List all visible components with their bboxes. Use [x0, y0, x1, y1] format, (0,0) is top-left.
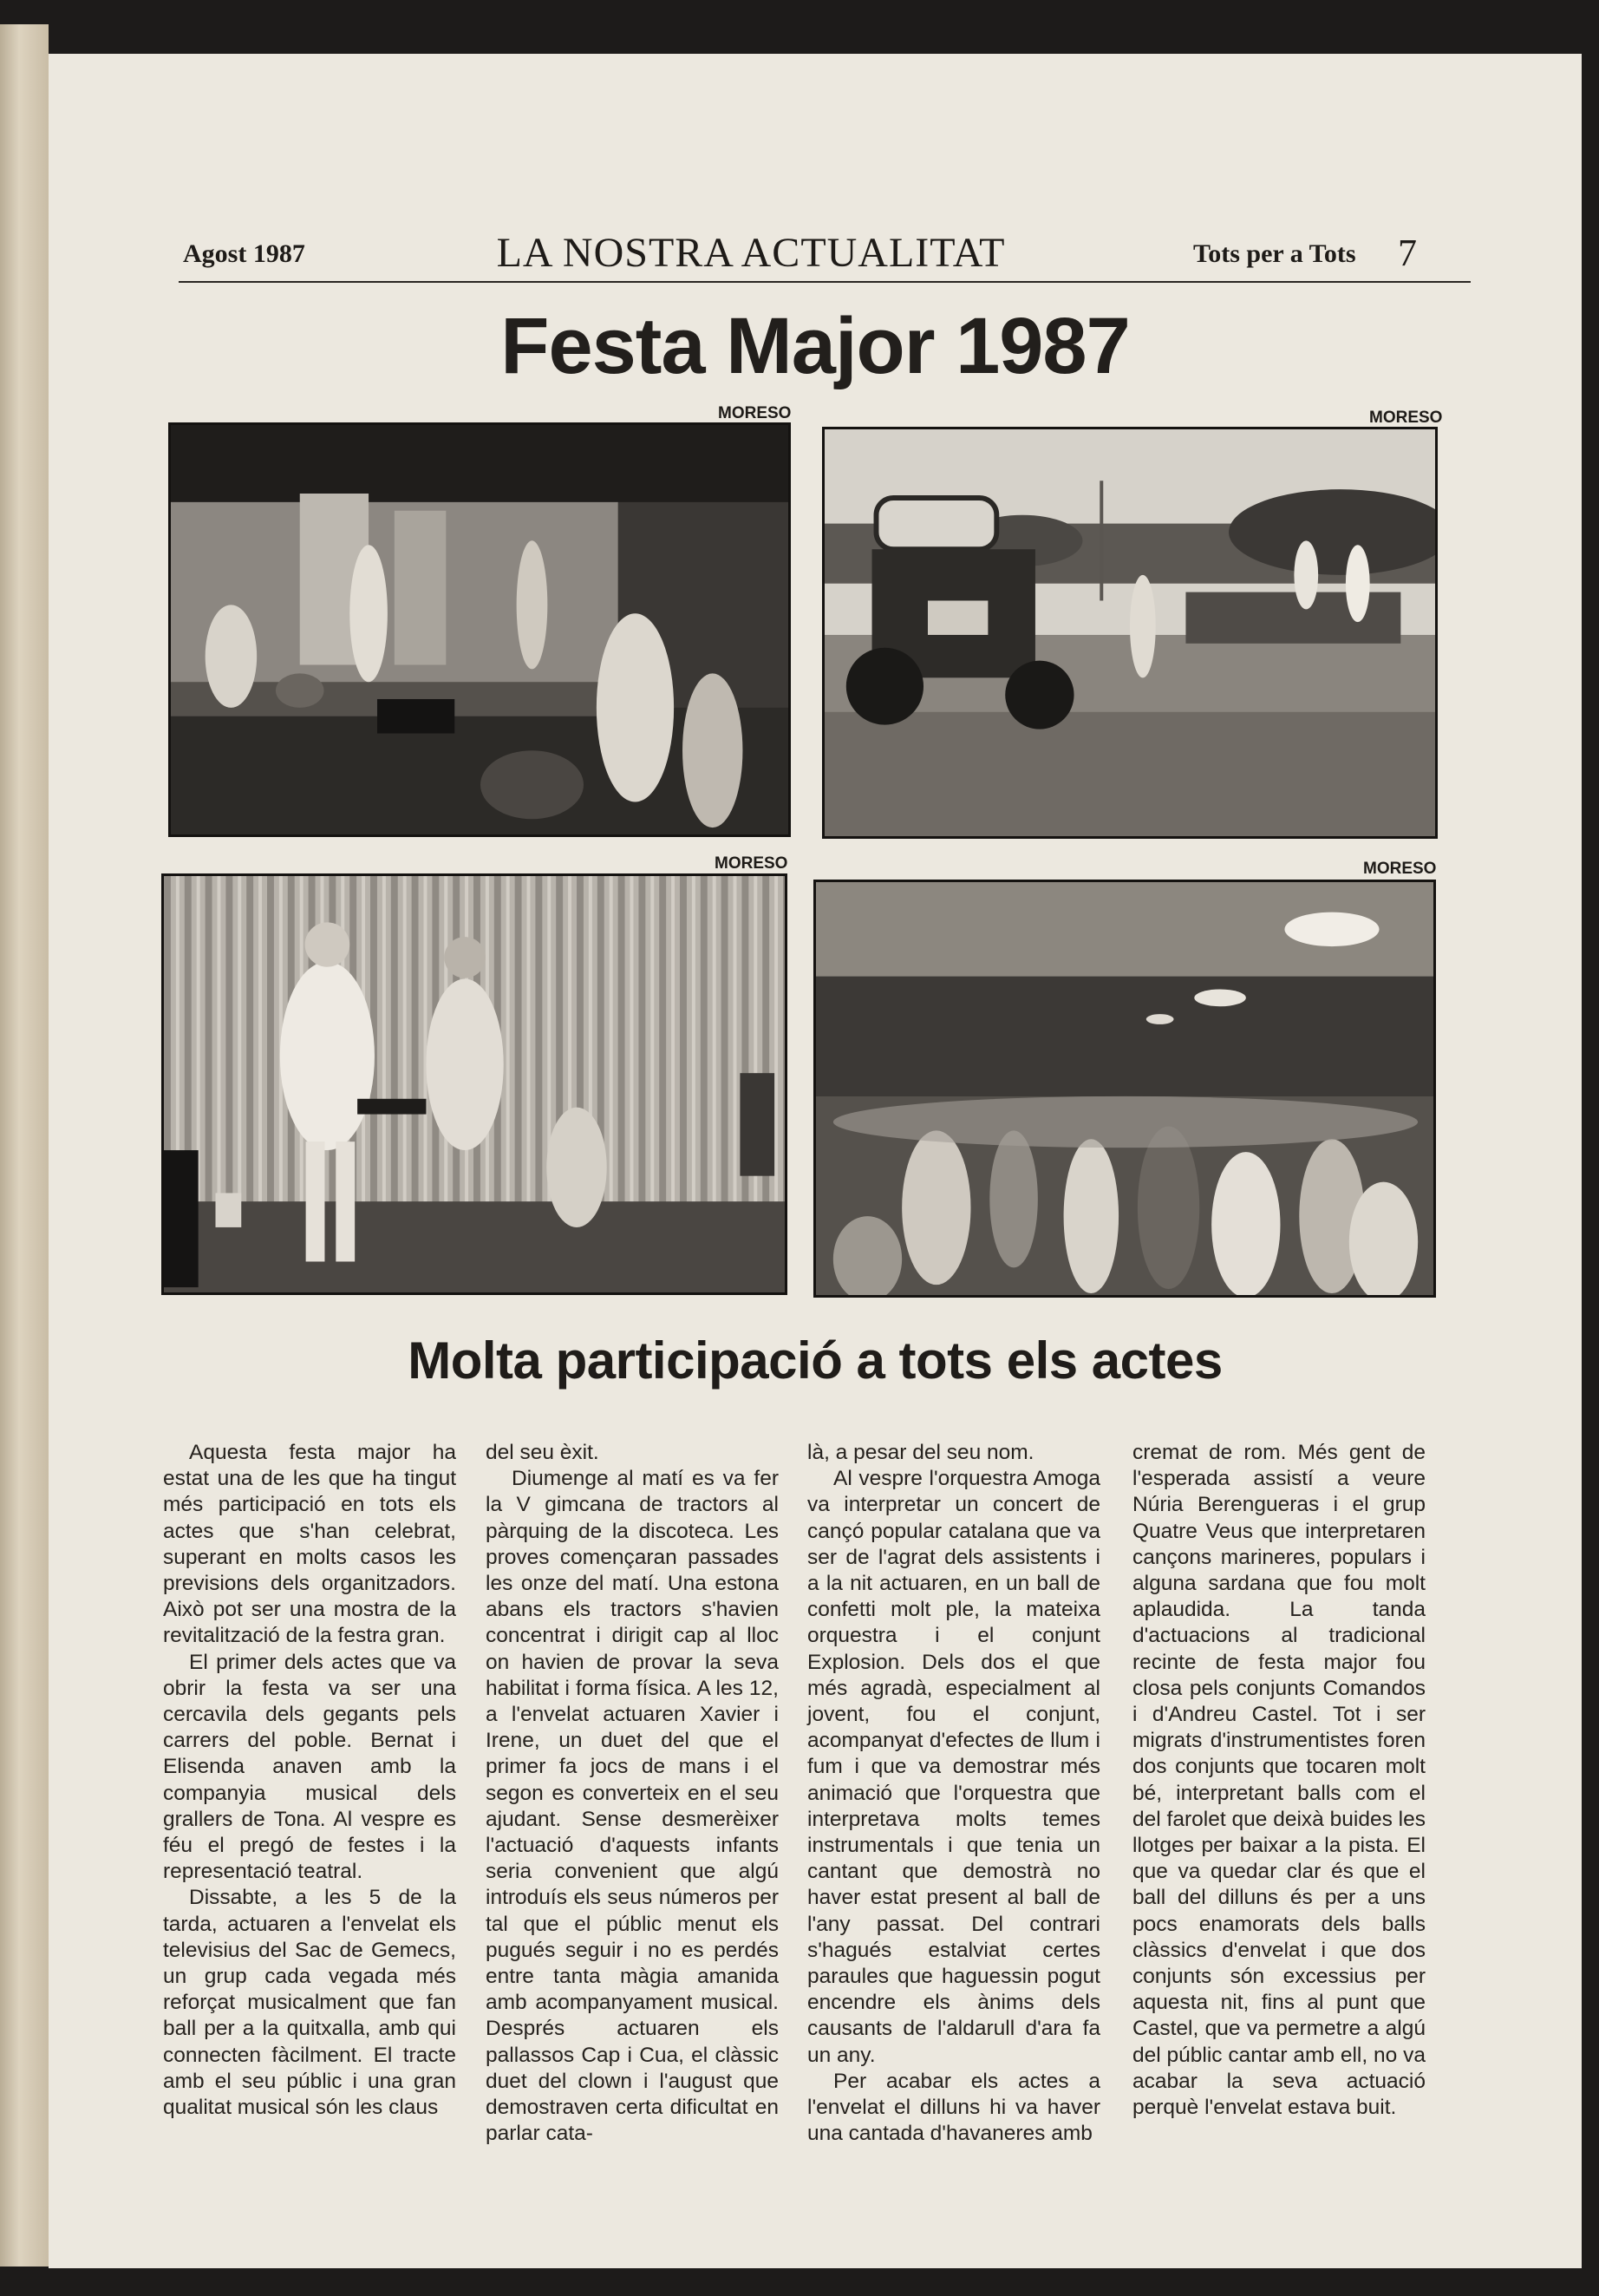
article-paragraph: Diumenge al matí es va fer la V gimcana de tractors al pàrquing de la discoteca. Les proves començaran passades les onze del matí. Una estona abans els tractors s'havien concentrat i dirigit cap al lloc on havien de provar la seva habilitat i forma física. A les 12, a l'envelat actuaren Xavier i Irene, un duet del que el primer fa jocs de mans i el segon es converteix en el seu ajudant. Sense desmerèixer l'actuació d'aquests infants seria convenient que algú introduís els seus números per tal que el públic menut els pugués seguir i no es perdés entre tanta màgia amanida amb acompanyament musical. Després actuaren els pallassos Cap i Cua, el clàssic duet del clown i l'august que demostraven certa dificultat en parlar cata- [486, 1467, 779, 2146]
article-paragraph: Aquesta festa major ha estat una de les que ha tingut més participació en tots els actes que s'han celebrat, superant en molts casos les previsions dels organitzadors. Això pot ser una mostra de la revitalització de la festra gran. [163, 1441, 456, 1648]
section-title: LA NOSTRA ACTUALITAT [496, 230, 1006, 276]
binding-spine [0, 24, 49, 2267]
publication-name: Tots per a Tots [1193, 239, 1356, 268]
article-paragraph: Dissabte, a les 5 de la tarda, actuaren a l'envelat els televisius del Sac de Gemecs, un grup cada vegada més reforçat musicalment que fan ball per a la quitxalla, amb qui connecten fàcilment. El tracte amb el seu públic i una gran qualitat musical són les claus [163, 1886, 456, 2120]
article-headline: Molta participació a tots els actes [408, 1331, 1223, 1390]
photo-magic-show [161, 873, 787, 1295]
photo-credit: MORESO [1363, 860, 1437, 878]
photo-credit: MORESO [718, 404, 792, 422]
article-paragraph: cremat de rom. Més gent de l'esperada assistí a veure Núria Berengueras i el grup Quatre Veus que interpretaren cançons marineres, populars i alguna sardana que fou molt aplaudida. La tanda d'actuacions al tradicional recinte de festa major fou closa pels conjunts Comandos i d'Andreu Castel. Tot i ser migrats d'instrumentistes foren dos conjunts que tocaren molt bé, interpretant balls com el del farolet que deixà buides les llotges per baixar a la pista. El que va quedar clar és que el ball del dilluns és per a uns pocs enamorats dels balls clàssics d'envelat i que dos conjunts són excessius per aquesta nit, fins al punt que Castel, que va permetre a algú del públic cantar amb ell, no va acabar la seva actuació perquè l'envelat estava buit. [1132, 1441, 1426, 2120]
issue-date: Agost 1987 [183, 239, 305, 268]
article-paragraph: El primer dels actes que va obrir la festa va ser una cercavila dels gegants pels carrers del poble. Bernat i Elisenda anaven amb la companyia musical dels grallers de Tona. Al vespre es féu el pregó de festes i la representació teatral. [163, 1650, 456, 1884]
article-column-2 [486, 1440, 779, 2147]
article-paragraph: là, a pesar del seu nom. [807, 1441, 1034, 1464]
article-paragraph: Al vespre l'orquestra Amoga va interpretar un concert de cançó popular catalana que va ser de l'agrat dels assistents i a la nit actuaren, en un ball de confetti molt ple, la mateixa orquestra i el conjunt Explosion. Dels dos el que més agradà, especialment al jovent, fou el conjunt, acompanyat d'efectes de llum i fum i que va demostrar més animació que l'orquestra que interpretava molts temes instrumentals i que tenia un cantant que demostrà no haver estat present al ball de l'any passat. Del contrari s'hagués estalviat certes paraules que haguessin pogut encendre els ànims dels causants de l'aldarull d'ara fa un any. [807, 1467, 1100, 2067]
photo-tractor-gymkhana [822, 427, 1438, 839]
photo-credit: MORESO [1369, 409, 1443, 427]
newspaper-page [49, 54, 1582, 2268]
photo-dance-crowd [813, 880, 1436, 1298]
article-paragraph: del seu èxit. [486, 1441, 599, 1464]
article-column-1 [163, 1440, 456, 2121]
photo-credit: MORESO [715, 854, 788, 873]
article-column-3 [807, 1440, 1100, 2147]
article-paragraph: Per acabar els actes a l'envelat el dilluns hi va haver una cantada d'havaneres amb [807, 2069, 1100, 2146]
page-title: Festa Major 1987 [500, 302, 1130, 390]
article-column-4 [1132, 1440, 1426, 2121]
header-rule [179, 281, 1471, 283]
photo-concert-stage [168, 422, 791, 837]
page-number: 7 [1398, 232, 1417, 274]
